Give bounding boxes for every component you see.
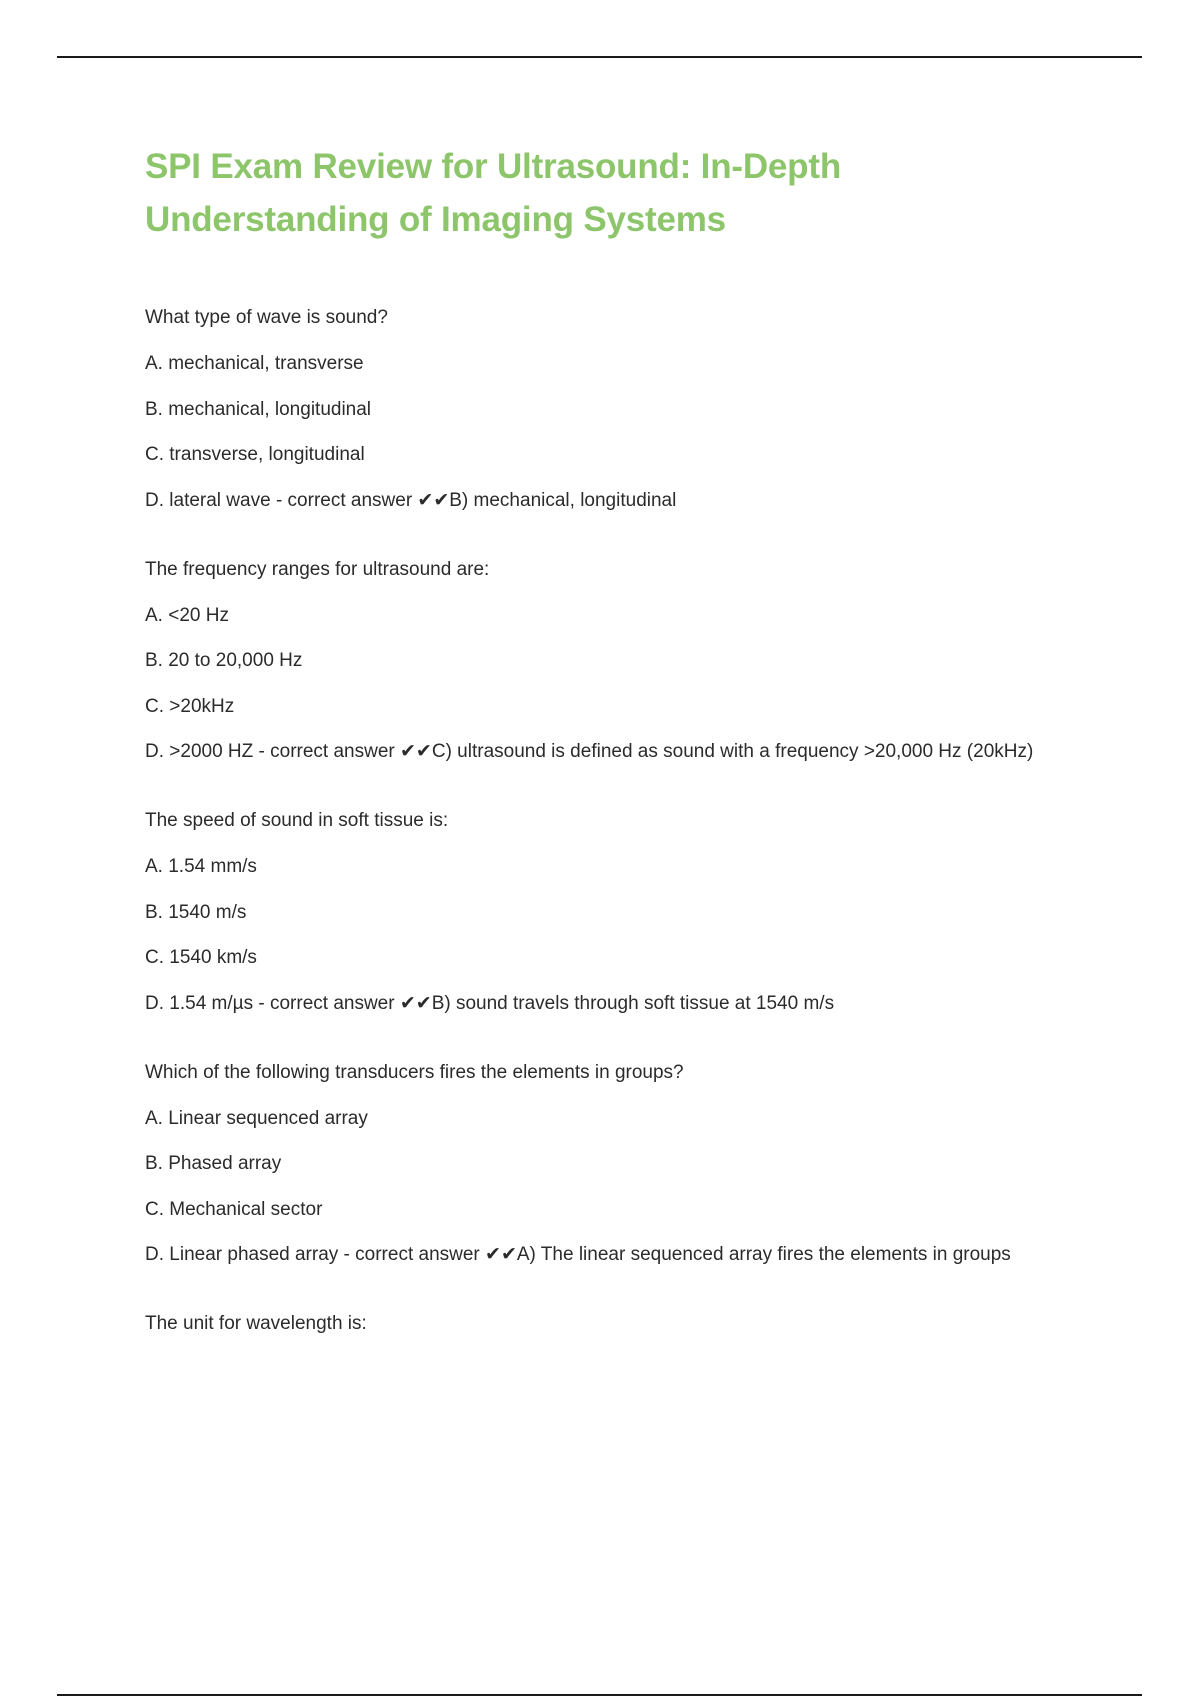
bottom-page-rule	[57, 1694, 1142, 1696]
question-text: The unit for wavelength is:	[145, 1313, 367, 1334]
answer-option-c: C. Mechanical sector	[145, 1198, 323, 1220]
answer-option-d-with-correct-answer: D. Linear phased array - correct answer ✔✔A) The linear sequenced array fires the elements in groups	[145, 1244, 1011, 1265]
question-block	[145, 1312, 1145, 1336]
answer-option-c: C. 1540 km/s	[145, 947, 257, 968]
answer-option-a: A. <20 Hz	[145, 604, 229, 626]
answer-option-b: B. 1540 m/s	[145, 901, 247, 923]
question-text: The speed of sound in soft tissue is:	[145, 810, 449, 831]
answer-option-b: B. Phased array	[145, 1153, 282, 1174]
question-block	[145, 1061, 1145, 1268]
question-text: What type of wave is sound?	[145, 307, 388, 328]
title-line-1: SPI Exam Review for Ultrasound: In-Depth	[145, 147, 841, 186]
document-body	[145, 140, 1145, 1381]
answer-option-b: B. 20 to 20,000 Hz	[145, 650, 303, 671]
answer-option-a: A. mechanical, transverse	[145, 353, 364, 374]
answer-option-d-with-correct-answer: D. >2000 HZ - correct answer ✔✔C) ultrasound is defined as sound with a frequency >20,000 Hz (20kHz)	[145, 741, 1034, 762]
answer-option-a: A. Linear sequenced array	[145, 1107, 368, 1129]
answer-option-a: A. 1.54 mm/s	[145, 856, 257, 877]
question-text: The frequency ranges for ultrasound are:	[145, 558, 490, 580]
question-list	[145, 306, 1145, 1336]
question-text: Which of the following transducers fires the elements in groups?	[145, 1061, 684, 1083]
title-line-2: Understanding of Imaging Systems	[145, 200, 726, 239]
question-block	[145, 809, 1145, 1016]
answer-option-d-with-correct-answer: D. 1.54 m/µs - correct answer ✔✔B) sound travels through soft tissue at 1540 m/s	[145, 992, 835, 1014]
document-title	[145, 140, 1145, 246]
question-block	[145, 558, 1145, 765]
answer-option-d-with-correct-answer: D. lateral wave - correct answer ✔✔B) mechanical, longitudinal	[145, 489, 677, 511]
answer-option-b: B. mechanical, longitudinal	[145, 398, 372, 420]
question-block	[145, 306, 1145, 513]
answer-option-c: C. transverse, longitudinal	[145, 444, 365, 465]
answer-option-c: C. >20kHz	[145, 695, 235, 717]
top-page-rule	[57, 56, 1142, 58]
